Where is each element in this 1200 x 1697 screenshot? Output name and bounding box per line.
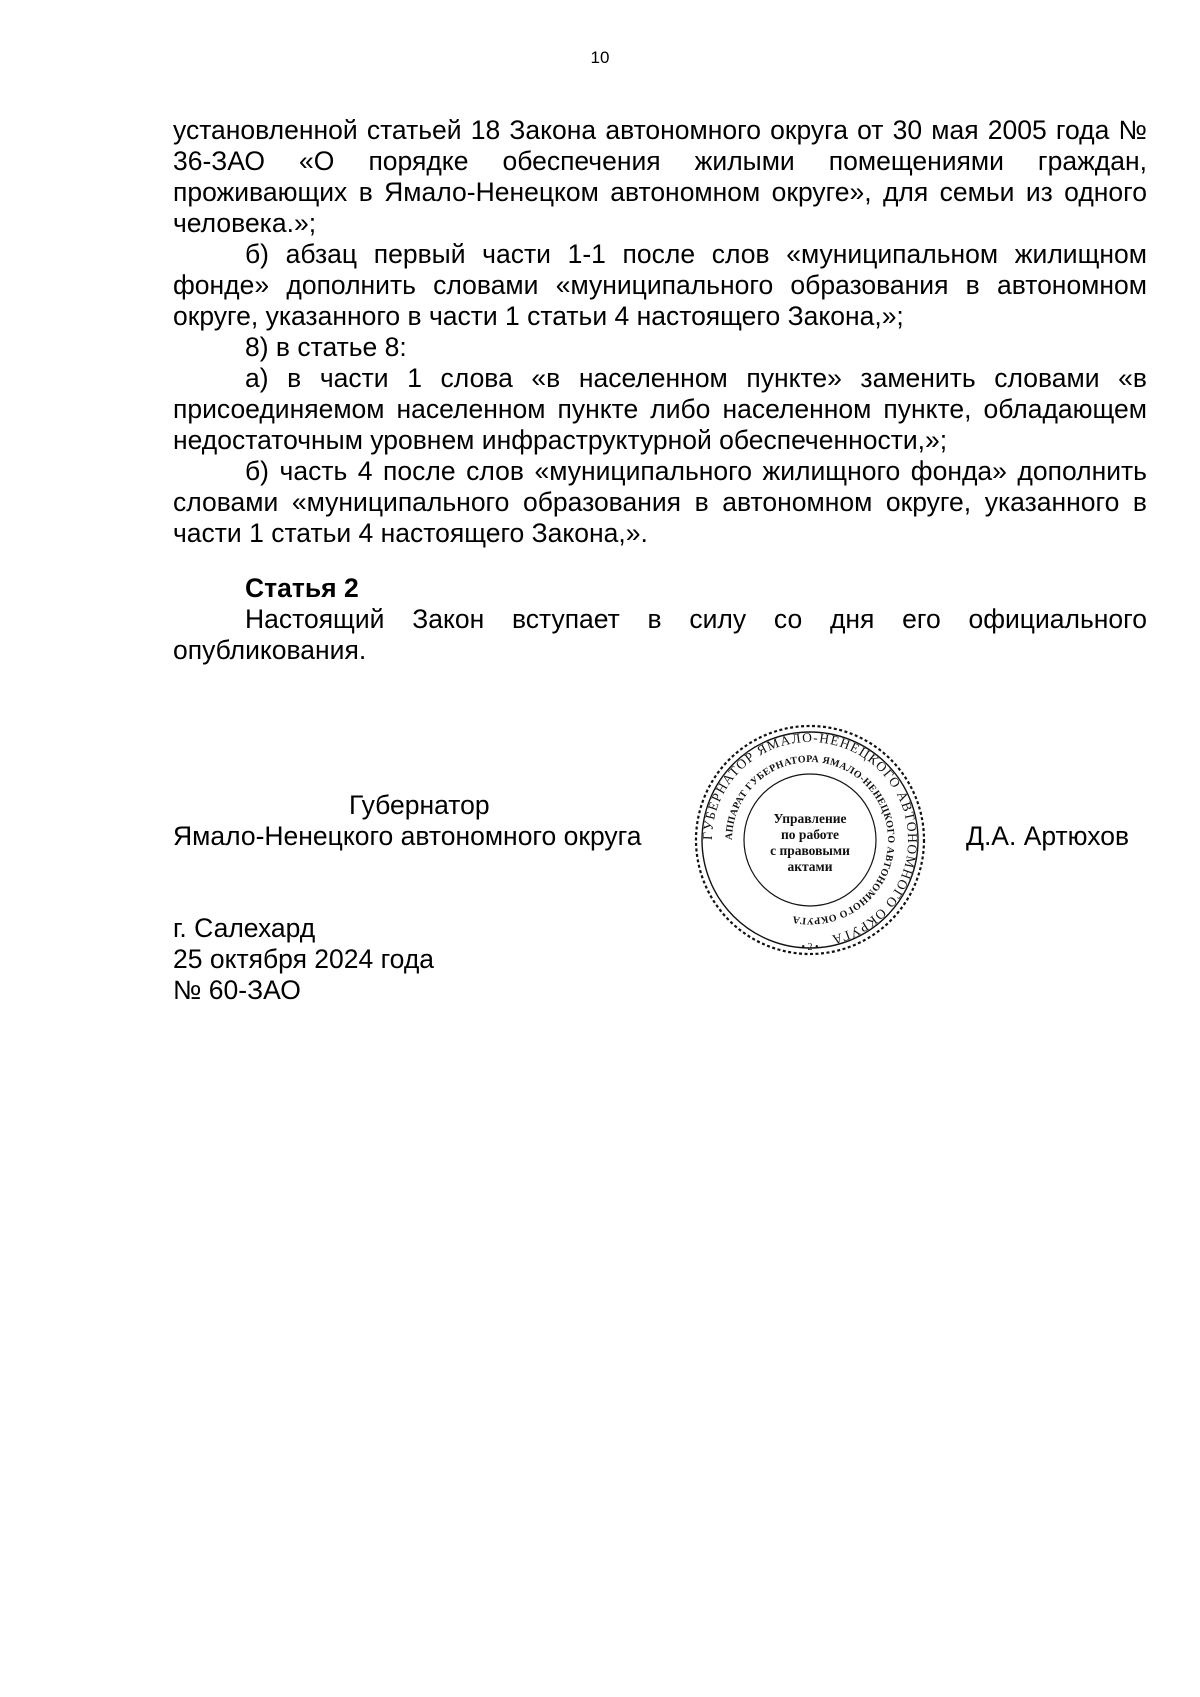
law-number: № 60-ЗАО: [173, 975, 301, 1005]
signatory-name: Д.А. Артюхов: [966, 821, 1130, 851]
paragraph: а) в части 1 слова «в населенном пункте» заменить словами «в присоединяемом населенном пункте либо населенном пункте, обладающем недостаточным уровнем инфраструктурной обеспеченности,»;: [173, 363, 1147, 455]
paragraph: б) абзац первый части 1-1 после слов «муниципальном жилищном фонде» дополнить словами «муниципального образования в автономном округе, указанного в части 1 статьи 4 настоящего Закона,»;: [173, 239, 1147, 331]
stamp-inner-text: АППАРАТ ГУБЕРНАТОРА ЯМАЛО-НЕНЕЦКОГО АВТОНОМНОГО ОКРУГА: [723, 753, 897, 927]
signatory-region: Ямало-Ненецкого автономного округа: [173, 821, 642, 851]
paragraph: б) часть 4 после слов «муниципального жилищного фонда» дополнить словами «муниципального образования в автономном округе, указанного в части 1 статьи 4 настоящего Закона,».: [173, 456, 1147, 548]
stamp-outer-text: ГУБЕРНАТОР ЯМАЛО-НЕНЕЦКОГО АВТОНОМНОГО ОКРУГА: [699, 729, 921, 948]
article-heading: Статья 2: [245, 573, 359, 603]
signing-date: 25 октября 2024 года: [173, 944, 435, 974]
paragraph: 8) в статье 8:: [245, 332, 407, 362]
article-text: Настоящий Закон вступает в силу со дня его официального опубликования.: [173, 604, 1147, 665]
official-stamp: [690, 720, 930, 960]
stamp-center-line: Управление: [773, 811, 847, 826]
signatory-position: Губернатор: [349, 790, 490, 820]
stamp-center-line: с правовыми: [770, 843, 850, 858]
stamp-center-line: актами: [787, 859, 833, 874]
page-number: 10: [590, 48, 610, 67]
place-of-signing: г. Салехард: [173, 913, 316, 943]
document-body: [173, 115, 1147, 666]
stamp-number: • 2 •: [801, 942, 819, 953]
paragraph: установленной статьей 18 Закона автономного округа от 30 мая 2005 года № 36-ЗАО «О порядке обеспечения жилыми помещениями граждан, проживающих в Ямало-Ненецком автономном округе», для семьи из одного человека.»;: [173, 115, 1147, 238]
signatory-title: [173, 790, 693, 852]
document-footer: [173, 913, 434, 1006]
stamp-center-line: по работе: [781, 827, 839, 842]
